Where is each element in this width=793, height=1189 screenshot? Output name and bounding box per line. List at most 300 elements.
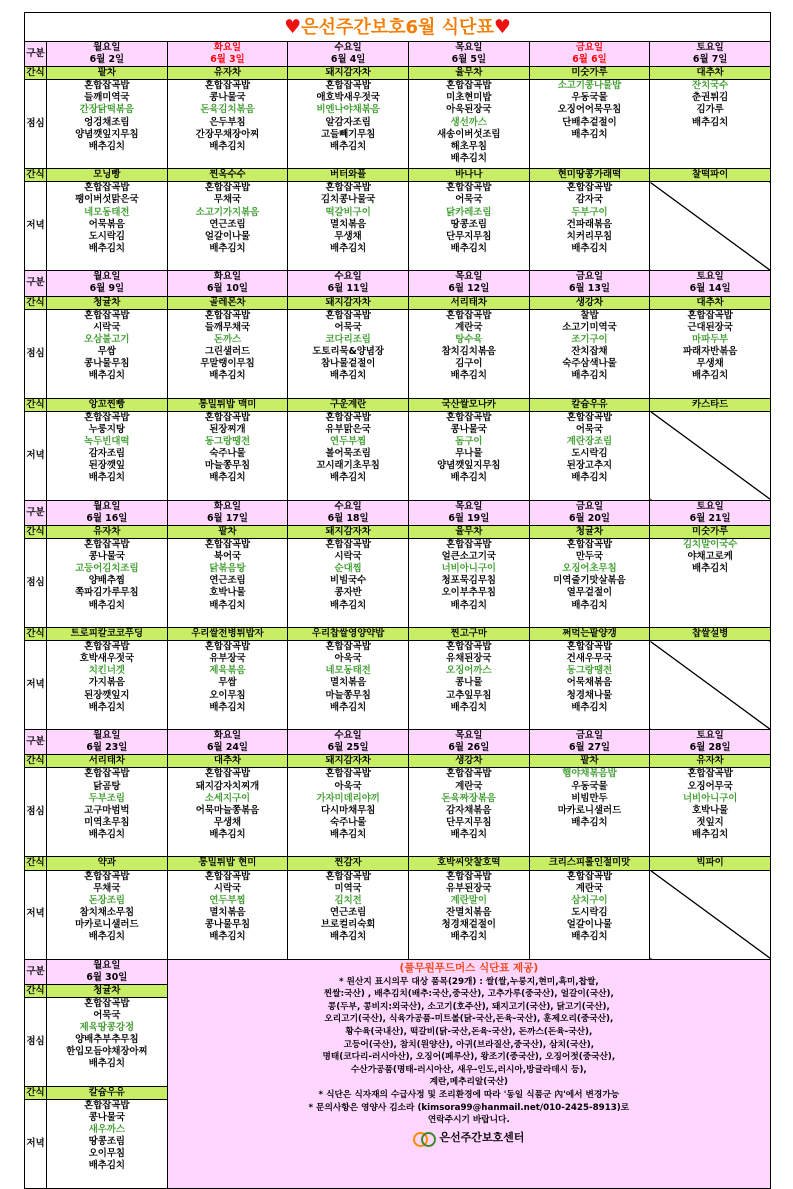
dinner-cell (167, 411, 288, 500)
lunch-cell (167, 309, 288, 398)
lunch-cell (650, 309, 771, 398)
snack-row (25, 296, 771, 309)
menu-item: 동그랑땡전 (204, 435, 251, 447)
menu-item: 동그랑땡전 (566, 665, 613, 677)
lunch-cell (650, 80, 771, 169)
lunch-label: 점심 (25, 80, 47, 169)
menu-item: 청포묵김무침 (441, 575, 496, 587)
menu-item: 잔멸치볶음 (446, 906, 492, 918)
menu-item: 혼합잡곡밥 (84, 870, 130, 882)
menu-item: 쪽파김가루무침 (75, 587, 139, 599)
menu-item: 배추김치 (209, 472, 246, 484)
lunch-cell (288, 539, 409, 628)
dinner-cell (529, 641, 650, 730)
snack-cell: 우리쌀전병튀밥자 (167, 628, 288, 641)
lunch-cell (408, 539, 529, 628)
snack-cell: 빅파이 (650, 857, 771, 870)
menu-item: 새우까스 (88, 1124, 125, 1136)
menu-item: 무채국 (213, 194, 242, 206)
menu-item: 참나물겉절이 (320, 358, 376, 370)
menu-item: 계란국 (575, 882, 604, 894)
menu-item: 김치전 (334, 894, 362, 906)
menu-item: 호박나물 (209, 587, 246, 599)
snack-cell: 돼지감자차 (288, 296, 409, 309)
menu-item: 배추김치 (330, 140, 367, 152)
menu-item: 배추김치 (450, 828, 487, 840)
snack-cell: 대추차 (650, 296, 771, 309)
day-date: 6월 23일 (86, 742, 128, 754)
menu-item: 돈장조림 (88, 894, 125, 906)
notes-line: * 식단은 식자재의 수급사정 및 조리환경에 따라 '동일 식품군 內'에서 변경가능 (318, 1089, 620, 1100)
menu-item: 혼합잡곡밥 (687, 768, 733, 780)
menu-item: 닭곰탕 (93, 780, 121, 792)
menu-item: 닭카레조림 (446, 206, 492, 218)
menu-item: 무생채 (213, 816, 242, 828)
menu-item: 된장깻잎 (88, 460, 125, 472)
day-header-cell (288, 42, 409, 67)
day-name: 화요일 (213, 42, 242, 53)
snack-cell: 찐고구마 (408, 628, 529, 641)
snack-cell: 바나나 (408, 169, 529, 182)
day-name: 월요일 (93, 42, 121, 53)
menu-item: 혼합잡곡밥 (325, 870, 371, 882)
menu-item: 들깨무채국 (204, 321, 251, 333)
menu-item: 배추김치 (209, 370, 246, 382)
dinner-cell (529, 411, 650, 500)
menu-item: 오징어까스 (446, 665, 492, 677)
menu-item: 배추김치 (330, 828, 367, 840)
dinner-cell (288, 182, 409, 271)
dinner-cell (529, 182, 650, 271)
day-name: 화요일 (213, 730, 242, 742)
menu-item: 배추김치 (571, 472, 608, 484)
menu-item: 혼합잡곡밥 (84, 411, 130, 423)
snack-cell: 청귤차 (47, 296, 168, 309)
menu-item: 아욱된장국 (446, 104, 492, 116)
notes-line: * 문의사항은 영양사 김소라 (kimsora99@hanmail.net/010-2425-8913)로 (308, 1102, 630, 1113)
menu-item: 배추김치 (450, 930, 487, 942)
menu-item: 아욱국 (334, 780, 362, 792)
menu-item: 북어국 (213, 551, 242, 563)
menu-item: 간장무채장아찌 (195, 128, 260, 140)
menu-item: 혼합잡곡밥 (566, 411, 613, 423)
menu-item: 만두국 (575, 551, 604, 563)
heart-icon: ♥ (284, 16, 302, 38)
snack-cell: 찐감자 (288, 857, 409, 870)
lunch-cell (529, 80, 650, 169)
day-name: 월요일 (93, 959, 121, 971)
menu-item: 양배추부추무침 (75, 1034, 139, 1046)
menu-item: 삼치구이 (571, 894, 608, 906)
lunch-cell (408, 309, 529, 398)
snack-cell: 대추차 (167, 755, 288, 768)
menu-item: 마늘쫑무침 (204, 460, 251, 472)
snack-cell: 찹쌀설병 (650, 628, 771, 641)
heart-icon: ♥ (493, 16, 511, 38)
dinner-cell (408, 182, 529, 271)
day-name: 목요일 (455, 730, 483, 742)
day-header-cell (650, 42, 771, 67)
dinner-row (25, 182, 771, 271)
day-header-cell (650, 730, 771, 755)
lunch-row (25, 768, 771, 857)
day-header-row (25, 959, 771, 984)
menu-item: 오이무침 (88, 1148, 125, 1160)
menu-item: 치킨너겟 (88, 665, 125, 677)
menu-item: 계란국 (455, 321, 483, 333)
snack-label: 간식 (26, 67, 45, 79)
day-name: 금요일 (575, 500, 604, 512)
menu-item: 혼합잡곡밥 (84, 768, 130, 780)
day-name: 금요일 (575, 271, 604, 283)
day-date: 6월 30일 (86, 971, 128, 983)
day-header-cell (408, 500, 529, 525)
snack-label: 간식 (26, 296, 45, 308)
day-name: 월요일 (93, 500, 121, 512)
menu-item: 감자채볶음 (446, 804, 492, 816)
notes-line: 황수육(국내산), 떡갈비(닭-국산,돈육-국산), 돈까스(돈육-국산), (345, 1026, 593, 1037)
snack-cell: 우리찹쌀영양약밥 (288, 628, 409, 641)
dinner-row (25, 411, 771, 500)
menu-item: 땅콩조림 (88, 1136, 125, 1148)
menu-item: 도토리묵&양념장 (312, 345, 384, 357)
menu-item: 혼합잡곡밥 (566, 539, 613, 551)
menu-item: 연근조림 (330, 906, 367, 918)
day-date: 6월 27일 (568, 742, 610, 754)
menu-item: 아욱국 (334, 653, 362, 665)
snack-row (25, 67, 771, 80)
notes-line: 연락주시기 바랍니다. (427, 1115, 510, 1126)
menu-item: 배추김치 (330, 599, 367, 611)
header-label: 구분 (25, 271, 47, 296)
menu-item: 볼어묵조림 (325, 448, 371, 460)
snack-cell: 청귤차 (529, 525, 650, 538)
day-header-row (25, 271, 771, 296)
menu-item: 연근조림 (209, 218, 246, 230)
menu-item: 마파두부 (692, 333, 729, 345)
header-label: 구분 (25, 42, 47, 67)
menu-item: 양배추찜 (88, 575, 125, 587)
menu-item: 배추김치 (88, 930, 125, 942)
day-header-cell (47, 271, 168, 296)
menu-item: 알감자조림 (325, 116, 371, 128)
day-header-cell (529, 730, 650, 755)
menu-item: 간장닭떡볶음 (79, 104, 134, 116)
day-date: 6월 7일 (692, 54, 728, 66)
menu-item: 배추김치 (88, 1058, 125, 1070)
menu-item: 어묵국 (455, 194, 483, 206)
menu-item: 혼합잡곡밥 (446, 870, 492, 882)
menu-item: 연근조림 (209, 575, 246, 587)
menu-item: 혼합잡곡밥 (204, 309, 251, 321)
lunch-cell (650, 768, 771, 857)
menu-item: 콩나물국 (209, 92, 246, 104)
menu-item: 콩나물국 (88, 551, 125, 563)
snack-cell: 미숫가루 (650, 525, 771, 538)
menu-item: 춘권튀김 (692, 92, 729, 104)
menu-item: 배추김치 (571, 816, 608, 828)
snack-cell: 모닝빵 (47, 169, 168, 182)
lunch-cell (650, 539, 771, 628)
menu-item: 마카로니샐러드 (557, 804, 622, 816)
menu-item: 코다리조림 (325, 333, 371, 345)
menu-item: 건파래볶음 (566, 218, 613, 230)
lunch-cell (408, 80, 529, 169)
menu-item: 돔구이 (455, 435, 483, 447)
day-name: 월요일 (93, 271, 121, 283)
menu-item: 배추김치 (571, 242, 608, 254)
day-header-cell (408, 730, 529, 755)
menu-item: 햄야채볶음밥 (562, 768, 617, 780)
notes-line: 고등어(국산), 참치(원양산), 아귀(브라질산,중국산), 삼치(국산), (343, 1039, 594, 1050)
menu-item: 오징어어묵무침 (557, 104, 622, 116)
menu-item: 배추김치 (209, 140, 246, 152)
menu-item: 혼합잡곡밥 (325, 768, 371, 780)
menu-item: 혼합잡곡밥 (446, 309, 492, 321)
menu-item: 배추김치 (88, 701, 125, 713)
menu-item: 녹두빈대떡 (84, 435, 130, 447)
day-header-cell (408, 42, 529, 67)
menu-item: 마카로니샐러드 (75, 918, 139, 930)
day-header-cell (47, 959, 168, 984)
day-date: 6월 16일 (86, 512, 128, 524)
snack-cell: 청귤차 (47, 984, 168, 997)
menu-item: 고등어김치조림 (75, 563, 139, 575)
menu-item: 계란장조림 (566, 435, 613, 447)
menu-item: 혼합잡곡밥 (446, 411, 492, 423)
snack-cell: 버터와플 (288, 169, 409, 182)
day-date: 6월 20일 (568, 512, 610, 524)
day-header-row (25, 42, 771, 67)
menu-item: 오이무침 (209, 689, 246, 701)
day-header-row (25, 730, 771, 755)
day-header-cell (47, 42, 168, 67)
menu-item: 치커리무침 (566, 230, 613, 242)
menu-item: 혼합잡곡밥 (204, 870, 251, 882)
menu-item: 어묵국 (575, 423, 604, 435)
menu-item: 배추김치 (330, 472, 367, 484)
menu-item: 생선까스 (450, 116, 487, 128)
menu-item: 오삼불고기 (84, 333, 130, 345)
menu-item: 가지볶음 (88, 677, 125, 689)
menu-item: 배추김치 (88, 140, 125, 152)
menu-item: 청경채겉절이 (441, 918, 496, 930)
notes-line: 명태(코다리-러시아산), 오징어(페루산), 왕조기(중국산), 오징어젓(중국산), (322, 1052, 616, 1063)
dinner-cell (408, 870, 529, 959)
menu-item: 호박나물 (692, 804, 729, 816)
menu-item: 마늘쫑무침 (325, 689, 371, 701)
menu-item: 혼합잡곡밥 (446, 539, 492, 551)
menu-item: 배추김치 (450, 701, 487, 713)
lunch-cell (47, 309, 168, 398)
menu-item: 야채고로케 (687, 551, 733, 563)
day-header-cell (167, 42, 288, 67)
dinner-cell (47, 1099, 168, 1188)
lunch-cell (288, 768, 409, 857)
snack-row (25, 857, 771, 870)
dinner-cell (47, 870, 168, 959)
notes-box (167, 959, 770, 1188)
snack-cell: 유자차 (167, 67, 288, 80)
dinner-cell (529, 870, 650, 959)
notes-line: 콩(두부, 콩비지:외국산), 소고기(호주산), 돼지고기(국산), 닭고기(국산), (327, 1001, 610, 1012)
menu-item: 숙주삼색나물 (562, 358, 617, 370)
empty-cell (650, 870, 771, 959)
day-header-cell (529, 271, 650, 296)
menu-item: 오징어무국 (687, 780, 733, 792)
menu-item: 혼합잡곡밥 (566, 870, 613, 882)
menu-item: 제육땅콩강정 (79, 1021, 134, 1033)
menu-item: 혼합잡곡밥 (204, 80, 251, 92)
menu-item: 두부조림 (88, 792, 125, 804)
menu-item: 그린샐러드 (204, 345, 251, 357)
menu-item: 꼬시래기초무침 (316, 460, 380, 472)
day-date: 6월 13일 (568, 283, 610, 295)
menu-item: 계란말이 (450, 894, 487, 906)
day-date: 6월 6일 (572, 54, 607, 66)
menu-item: 배추김치 (571, 128, 608, 140)
snack-cell: 쩌먹는팥양갱 (529, 628, 650, 641)
lunch-cell (529, 539, 650, 628)
menu-item: 배추김치 (571, 930, 608, 942)
snack-cell: 율무차 (408, 67, 529, 80)
lunch-cell (167, 80, 288, 169)
day-header-cell (47, 500, 168, 525)
menu-item: 잔치국수 (692, 80, 729, 92)
menu-item: 팽이버섯맑은국 (75, 194, 139, 206)
menu-table (24, 41, 771, 1189)
day-name: 수요일 (334, 271, 362, 283)
lunch-label: 점심 (25, 539, 47, 628)
menu-item: 참치김치볶음 (441, 345, 496, 357)
day-date: 6월 18일 (327, 512, 369, 524)
menu-item: 어묵국 (334, 321, 362, 333)
dinner-row (25, 641, 771, 730)
menu-item: 숙주나물 (209, 448, 246, 460)
menu-item: 배추김치 (571, 370, 608, 382)
menu-item: 해초무침 (450, 140, 487, 152)
menu-item: 시락국 (213, 882, 242, 894)
menu-item: 은두부침 (209, 116, 246, 128)
notes-line: 계란,메추리알(국산) (429, 1077, 509, 1088)
menu-item: 배추김치 (330, 930, 367, 942)
dinner-cell (47, 411, 168, 500)
snack-row (25, 169, 771, 182)
menu-item: 된장깻잎지 (84, 689, 130, 701)
notes-title: (풀무원푸드머스 식단표 제공) (399, 961, 539, 974)
menu-item: 젓잎지 (696, 816, 724, 828)
menu-item: 양념깻잎지무침 (437, 460, 501, 472)
snack-cell: 약과 (47, 857, 168, 870)
menu-item: 혼합잡곡밥 (204, 411, 251, 423)
snack-cell: 대추차 (650, 67, 771, 80)
day-header-cell (650, 271, 771, 296)
menu-item: 콩나물국 (88, 1111, 125, 1123)
day-header-cell (408, 271, 529, 296)
day-name: 토요일 (696, 500, 724, 512)
lunch-cell (47, 539, 168, 628)
lunch-cell (529, 309, 650, 398)
menu-item: 우동국물 (571, 92, 608, 104)
snack-cell: 찰떡파이 (650, 169, 771, 182)
menu-item: 네모동태전 (325, 665, 371, 677)
menu-item: 소고기콩나물밥 (557, 80, 622, 92)
menu-item: 혼합잡곡밥 (84, 1099, 130, 1111)
menu-item: 배추김치 (88, 242, 125, 254)
menu-item: 배추김치 (450, 599, 487, 611)
menu-item: 네모동태전 (84, 206, 130, 218)
day-name: 금요일 (575, 730, 604, 742)
menu-item: 들깨미역국 (84, 92, 130, 104)
menu-item: 김구이 (455, 358, 483, 370)
menu-item: 혼합잡곡밥 (325, 80, 371, 92)
menu-item: 혼합잡곡밥 (84, 182, 130, 194)
menu-item: 콩나물 (455, 677, 483, 689)
dinner-cell (288, 870, 409, 959)
day-date: 6월 19일 (448, 512, 490, 524)
day-name: 수요일 (334, 730, 362, 742)
snack-cell: 팥차 (529, 755, 650, 768)
day-header-cell (288, 730, 409, 755)
menu-item: 배추김치 (330, 701, 367, 713)
day-name: 토요일 (696, 730, 724, 742)
day-name: 목요일 (455, 42, 483, 53)
snack-cell: 국산쌀모나카 (408, 398, 529, 411)
menu-item: 돈까스 (213, 333, 242, 345)
snack-cell: 돼지감자차 (288, 67, 409, 80)
notes-line: * 원산지 표시의무 대상 품목(29개) : 쌀(쌀,누룽지,현미,흑미,찹쌀, (338, 976, 599, 987)
menu-item: 조기구이 (571, 333, 608, 345)
notes-line: 오리고기(국산), 식육가공품-미트볼(닭-국산,돈육-국산), 훈제오리(중국산), (324, 1014, 614, 1025)
day-date: 6월 24일 (207, 742, 248, 754)
lunch-label: 점심 (25, 768, 47, 857)
menu-item: 도시락김 (571, 906, 608, 918)
menu-item: 혼합잡곡밥 (84, 539, 130, 551)
day-header-cell (288, 500, 409, 525)
menu-item: 오징어초무침 (562, 563, 617, 575)
menu-item: 고들빼기무침 (320, 128, 376, 140)
menu-item: 콩나물국 (450, 423, 487, 435)
menu-item: 혼합잡곡밥 (84, 80, 130, 92)
menu-item: 배추김치 (330, 370, 367, 382)
dinner-cell (288, 641, 409, 730)
snack-cell: 트로피칼코코푸딩 (47, 628, 168, 641)
menu-item: 혼합잡곡밥 (204, 182, 251, 194)
menu-item: 배추김치 (692, 116, 729, 128)
day-header-cell (529, 500, 650, 525)
snack-cell: 생강차 (529, 296, 650, 309)
menu-item: 배추김치 (450, 370, 487, 382)
menu-item: 새송이버섯조림 (437, 128, 501, 140)
snack-label: 간식 (26, 525, 45, 537)
menu-item: 엉겅채조림 (84, 116, 130, 128)
menu-item: 배추김치 (450, 152, 487, 164)
snack-label: 간식 (26, 398, 45, 410)
day-date: 6월 28일 (689, 742, 731, 754)
snack-cell: 칼슘우유 (529, 398, 650, 411)
menu-item: 감자국 (575, 194, 604, 206)
lunch-row (25, 80, 771, 169)
menu-item: 미역국 (334, 882, 362, 894)
menu-item: 계란국 (455, 780, 483, 792)
snack-label: 간식 (26, 628, 45, 640)
menu-item: 배추김치 (330, 242, 367, 254)
snack-cell: 팥차 (47, 67, 168, 80)
menu-item: 누룽지탕 (88, 423, 125, 435)
menu-item: 우동국물 (571, 780, 608, 792)
menu-item: 김치콩나물국 (320, 194, 376, 206)
day-name: 금요일 (575, 42, 604, 53)
